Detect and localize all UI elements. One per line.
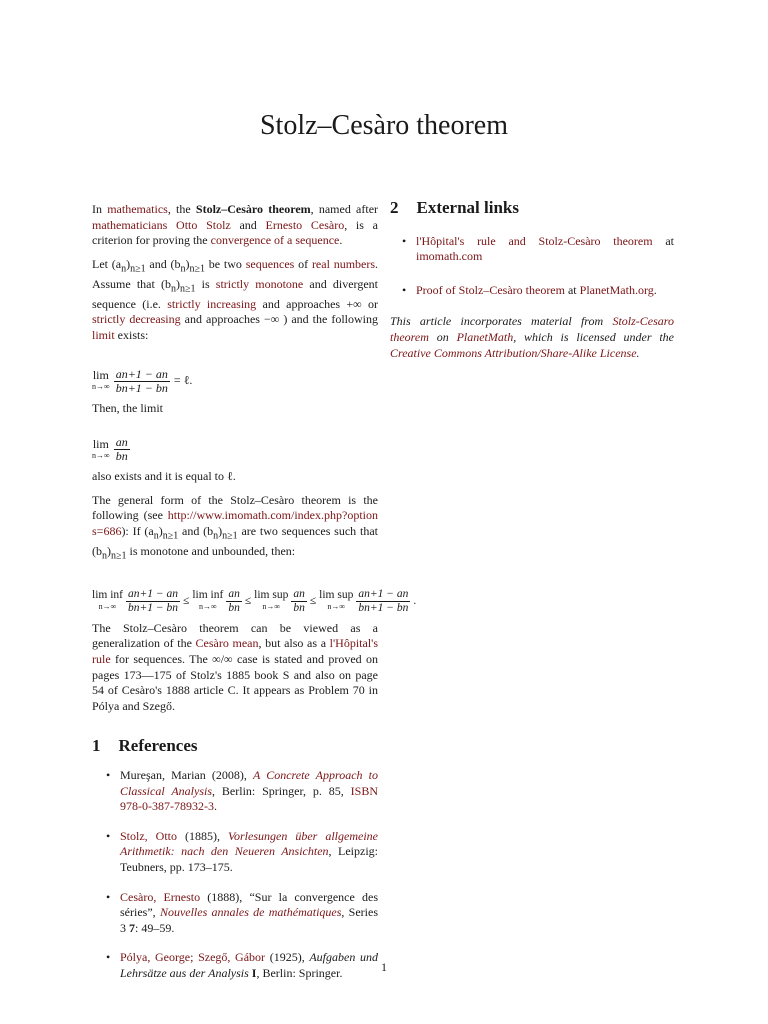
license-note: This article incorporates material from Stolz-Cesaro theorem on PlanetMath, which is licensed under the Creative Commons Attribution/Share-Alike License. xyxy=(390,314,675,360)
ref-link-book[interactable]: Vorlesungen über allgemeine Arithmetik: nach den Neueren Ansichten xyxy=(120,828,378,859)
page-title: Stolz–Cesàro theorem xyxy=(259,110,509,141)
link-otto-stolz[interactable]: Otto Stolz xyxy=(176,217,231,232)
left-column xyxy=(92,202,417,996)
formula-limit-ratio: lim n→∞ $\frac{an+1 - an}{bn+1 - bn}$ = ℓ. xyxy=(92,366,193,395)
link-convergence[interactable]: convergence of a sequence xyxy=(210,233,340,248)
also-exists-text: also exists and it is equal to ℓ. xyxy=(92,469,236,484)
link-strictly-decreasing[interactable]: strictly decreasing xyxy=(92,312,181,327)
link-lhopital-stolz[interactable]: l'Hôpital's rule and Stolz-Cesàro theorem xyxy=(416,233,653,248)
reference-item: • Mureşan, Marian (2008), A Concrete Approach to Classical Analysis, Berlin: Springer, p. 85, ISBN 978-0-387-78932-3. xyxy=(92,768,378,815)
ref-link-author[interactable]: Pólya, George; Szegő, Gábor xyxy=(120,950,266,965)
link-cesaro-mean[interactable]: Cesàro mean xyxy=(195,636,259,651)
link-mathematicians[interactable]: mathematicians xyxy=(92,217,168,232)
link-real-numbers[interactable]: real numbers xyxy=(311,256,376,271)
link-proof[interactable]: Proof of Stolz–Cesàro theorem xyxy=(416,282,565,297)
link-strictly-monotone[interactable]: strictly monotone xyxy=(215,276,304,291)
link-cc-license[interactable]: Creative Commons Attribution/Share-Alike License xyxy=(390,345,637,360)
link-imomath[interactable]: http://www.imomath.com/index.php?options=686 xyxy=(92,508,378,538)
references-heading: 1 References xyxy=(92,736,198,756)
link-strictly-increasing[interactable]: strictly increasing xyxy=(167,296,257,311)
formula-liminf-limsup: lim inf n→∞ $\frac{an+1 - an}{bn+1 - bn}$ ≤ lim inf n→∞ $\frac{an}{bn}$ ≤ lim sup n→∞ $\frac{an}{bn}$ ≤ lim sup n→∞ $\frac{an+1 - an}{bn+1 - bn}$ . xyxy=(92,587,417,614)
reference-item: • Pólya, George; Szegő, Gábor (1925), Aufgaben und Lehrsätze aus der Analysis I, Berlin: Springer. xyxy=(92,950,378,981)
external-link-item: • l'Hôpital's rule and Stolz-Cesàro theorem at imomath.com xyxy=(390,234,674,265)
reference-item: • Cesàro, Ernesto (1888), “Sur la convergence des séries”, Nouvelles annales de mathématiques, Series 3 7: 49–59. xyxy=(92,890,378,937)
link-mathematics[interactable]: mathematics xyxy=(107,202,168,216)
link-ernesto-cesaro[interactable]: Ernesto Cesàro xyxy=(265,217,345,232)
link-sequences[interactable]: sequences xyxy=(245,256,295,271)
ref-link-book[interactable]: A Concrete Approach to Classical Analysis xyxy=(120,768,378,798)
general-form-paragraph: The general form of the Stolz–Cesàro theorem is the following (see http://www.imomath.com/index.php?options=686): If $(a_n)_{n\ge 1}$ and $(b_n)_{n\ge 1}$ are two sequences such that $(b_n)_{n\ge 1}$ is monotone and unbounded, then: xyxy=(92,492,378,562)
link-planetmath[interactable]: PlanetMath xyxy=(456,329,514,344)
intro-paragraph: In mathematics, the Stolz–Cesàro theorem, named after mathematicians Otto Stolz and Ernesto Cesàro, is a criterion for proving the convergence of a sequence. xyxy=(92,202,379,248)
link-planetmath-entry[interactable]: Stolz-Cesaro theorem xyxy=(390,314,674,344)
link-lhopital-rule[interactable]: l'Hôpital's rule xyxy=(92,636,378,667)
generalization-paragraph: The Stolz–Cesàro theorem can be viewed as a generalization of the Cesàro mean, but also as a l'Hôpital's rule for sequences. The ∞/∞ case is stated and proved on pages 173—175 of Stolz's 1885 book S and also on page 54 of Cesàro's 1888 article C. It appears as Problem 70 in Pólya and Szegő. xyxy=(92,620,378,713)
right-column xyxy=(390,198,675,369)
ref-link-author[interactable]: Cesàro, Ernesto xyxy=(120,889,201,904)
ref-link-journal[interactable]: Nouvelles annales de mathématiques xyxy=(159,905,342,920)
references-list xyxy=(92,768,378,982)
then-limit-text: Then, the limit xyxy=(92,400,163,415)
reference-item: • Stolz, Otto (1885), Vorlesungen über allgemeine Arithmetik: nach den Neueren Ansichten, Leipzig: Teubners, pp. 173–175. xyxy=(92,829,378,876)
ref-link-author[interactable]: Stolz, Otto xyxy=(120,828,178,843)
page-number: 1 xyxy=(381,960,387,974)
external-link-item: • Proof of Stolz–Cesàro theorem at PlanetMath.org. xyxy=(390,283,674,299)
link-planetmath-org[interactable]: PlanetMath.org xyxy=(579,282,654,297)
definition-paragraph: Let $(a_n)_{n\ge 1}$ and $(b_n)_{n\ge 1}$ be two sequences of real numbers. Assume that $(b_n)_{n\ge 1}$ is strictly monotone and divergent sequence (i.e. strictly increasing and approaches +∞ or strictly decreasing and approaches −∞ ) and the following limit exists: xyxy=(92,256,379,342)
ref-link-isbn[interactable]: ISBN 978-0-387-78932-3 xyxy=(120,783,378,814)
formula-limit-quotient: lim n→∞ $\frac{an}{bn}$ xyxy=(92,435,128,464)
link-imomath-site[interactable]: imomath.com xyxy=(416,249,483,264)
external-links-list xyxy=(390,234,674,299)
external-links-heading: 2 External links xyxy=(390,198,519,217)
link-limit[interactable]: limit xyxy=(92,327,115,342)
